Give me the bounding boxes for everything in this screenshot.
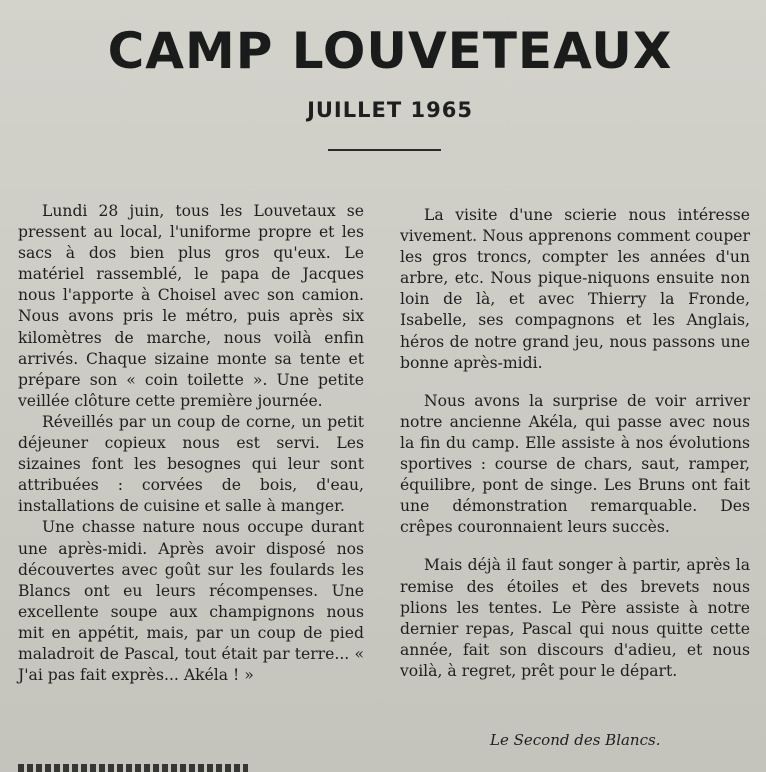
paragraph: La visite d'une scierie nous intéresse vivement. Nous apprenons comment couper les gros troncs, compter les années d'un arbre, etc. Nous pique-niquons ensuite non loin de là, et avec Thierry la Fronde, Isabelle, ses compagnons et les Anglais, héros de notre grand jeu, nous passons une bonne après-midi. (400, 206, 750, 372)
paragraph: Mais déjà il faut songer à partir, après la remise des étoiles et des brevets nous plions les tentes. Le Père assiste à notre dernier repas, Pascal qui nous quitte cette année, fait son discours d'adieu, et nous voilà, à regret, prêt pour le départ. (400, 556, 750, 680)
paragraph: Une chasse nature nous occupe durant une après-midi. Après avoir disposé nos découvertes avec goût sur les foulards les Blancs ont eu leurs récompenses. Une excellente soupe aux champignons nous mit en appétit, mais, par un coup de pied maladroit de Pascal, tout était par terre... « J'ai pas fait exprès... Akéla ! » (18, 518, 364, 685)
paragraph: Lundi 28 juin, tous les Louvetaux se pressent au local, l'uniforme propre et les sacs à dos bien plus gros qu'eux. Le matériel rassemblé, le papa de Jacques nous l'apporte à Choisel avec son camion. Nous avons pris le métro, puis après six kilomètres de marche, nous voilà enfin arrivés. Chaque sizaine monte sa tente et prépare son « coin toilette ». Une petite veillée clôture cette première journée. (18, 202, 364, 410)
article-signature: Le Second des Blancs. (490, 731, 661, 749)
title-divider (328, 149, 441, 151)
article-title: CAMP LOUVETEAUX (107, 22, 673, 80)
decorative-border (18, 764, 248, 772)
right-column (400, 205, 750, 682)
paragraph: Réveillés par un coup de corne, un petit déjeuner copieux nous est servi. Les sizaines font les besognes qui leur sont attribuées : corvées de bois, d'eau, installations de cuisine et salle à manger. (18, 412, 364, 516)
paragraph: Nous avons la surprise de voir arriver notre ancienne Akéla, qui passe avec nous la fin du camp. Elle assiste à nos évolutions sportives : course de chars, saut, ramper, équilibre, pont de singe. Les Bruns ont fait une démonstration remarquable. Des crêpes couronnaient leurs succès. (400, 391, 750, 537)
left-column (18, 201, 364, 686)
article-date: JUILLET 1965 (307, 98, 473, 122)
